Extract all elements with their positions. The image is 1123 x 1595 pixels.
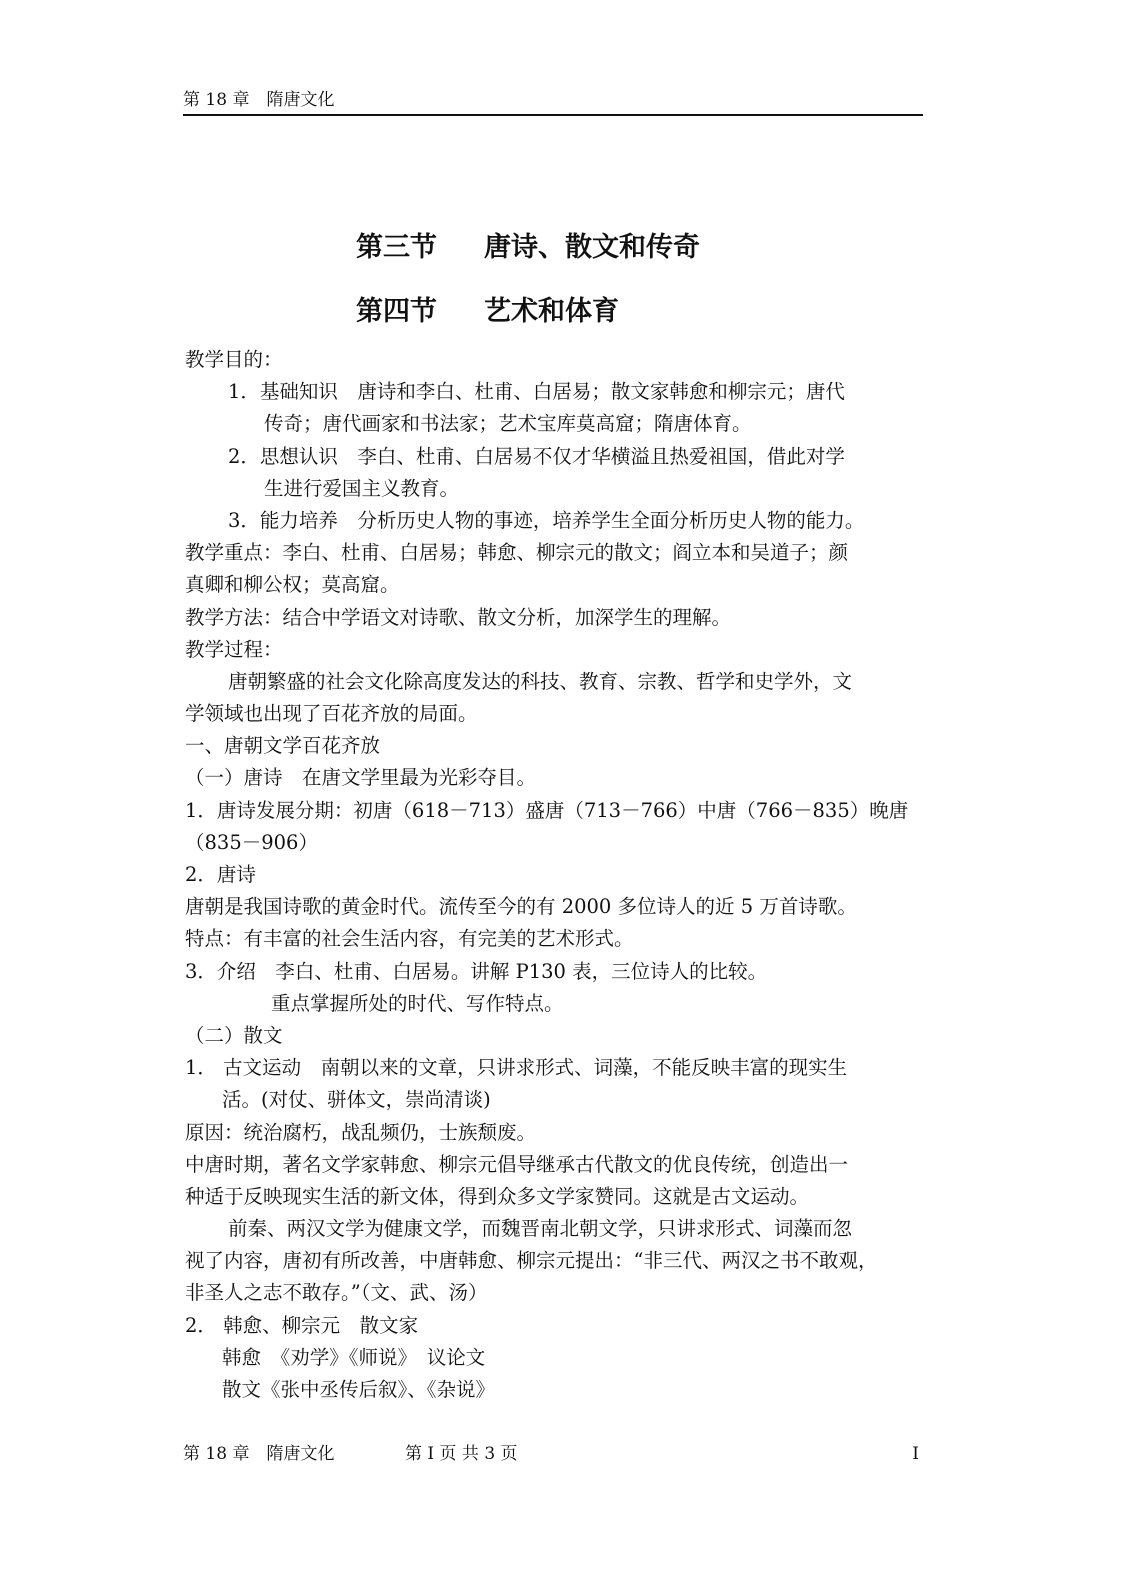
subheading-line: （二）散文 — [185, 1023, 283, 1047]
footer-chapter: 第 18 章 隋唐文化 — [183, 1444, 335, 1464]
footer-page-number: I — [912, 1444, 919, 1464]
text-line: 重点掌握所处的时代、写作特点。 — [271, 991, 564, 1015]
text-line: 生进行爱国主义教育。 — [264, 476, 460, 500]
objective-item: 3．能力培养 分析历史人物的事迹，培养学生全面分析历史人物的能力。 — [228, 508, 865, 532]
text-line: 中唐时期，著名文学家韩愈、柳宗元倡导继承古代散文的优良传统，创造出一 — [185, 1152, 849, 1176]
text-line: 传奇；唐代画家和书法家；艺术宝库莫高窟；隋唐体育。 — [264, 412, 752, 436]
text-line: 1． 古文运动 南朝以来的文章，只讲求形式、词藻，不能反映丰富的现实生 — [185, 1056, 848, 1080]
text-line: 活。(对仗、骈体文，崇尚清谈) — [222, 1088, 491, 1112]
text-line: 教学重点：李白、杜甫、白居易；韩愈、柳宗元的散文；阎立本和吴道子；颜 — [185, 541, 849, 565]
text-line: （835－906） — [185, 830, 318, 854]
section-title-4 — [356, 294, 619, 330]
text-line: 原因：统治腐朽，战乱频仍，士族颓废。 — [185, 1120, 537, 1144]
section-name: 唐诗、散文和传奇 — [484, 232, 700, 263]
text-line: 种适于反映现实生活的新文体，得到众多文学家赞同。这就是古文运动。 — [185, 1184, 810, 1208]
text-line: 视了内容，唐初有所改善，中唐韩愈、柳宗元提出：“非三代、两汉之书不敢观， — [185, 1249, 878, 1273]
text-line: 韩愈 《劝学》《师说》 议论文 — [222, 1345, 486, 1369]
text-line: 学领域也出现了百花齐放的局面。 — [185, 702, 478, 726]
text-line: 2．唐诗 — [185, 863, 256, 886]
text-line: 唐朝是我国诗歌的黄金时代。流传至今的有 2000 多位诗人的近 5 万首诗歌。 — [185, 895, 857, 919]
text-line: 教学目的： — [185, 348, 283, 371]
section-number: 第三节 — [356, 232, 437, 263]
text-line: 特点：有丰富的社会生活内容，有完美的艺术形式。 — [185, 927, 634, 951]
footer-page-count: 第 I 页 共 3 页 — [405, 1444, 518, 1464]
text-line: 非圣人之志不敢存。”（文、武、汤） — [185, 1281, 488, 1305]
text-line: 教学过程： — [185, 637, 283, 661]
objective-item: 1．基础知识 唐诗和李白、杜甫、白居易；散文家韩愈和柳宗元；唐代 — [228, 380, 845, 404]
text-line: 1．唐诗发展分期：初唐（618－713）盛唐（713－766）中唐（766－835）晚唐 — [185, 798, 909, 822]
objective-item: 2．思想认识 李白、杜甫、白居易不仅才华横溢且热爱祖国，借此对学 — [228, 444, 845, 468]
text-line: 教学方法：结合中学语文对诗歌、散文分析，加深学生的理解。 — [185, 605, 732, 629]
section-number: 第四节 — [356, 296, 437, 327]
section-title-3 — [356, 230, 700, 266]
paragraph-line: 前秦、两汉文学为健康文学，而魏晋南北朝文学，只讲求形式、词藻而忽 — [228, 1217, 853, 1241]
section-name: 艺术和体育 — [484, 296, 619, 327]
text-line: 2． 韩愈、柳宗元 散文家 — [185, 1313, 419, 1337]
header-rule — [183, 114, 923, 116]
header-text: 第 18 章 隋唐文化 — [183, 90, 335, 110]
heading-line: 一、唐朝文学百花齐放 — [185, 734, 381, 758]
page-footer — [183, 1442, 923, 1468]
document-body — [185, 344, 923, 1406]
subheading-line: （一）唐诗 在唐文学里最为光彩夺目。 — [185, 766, 537, 790]
text-line: 散文《张中丞传后叙》、《杂说》 — [222, 1378, 496, 1401]
text-line: 3．介绍 李白、杜甫、白居易。讲解 P130 表，三位诗人的比较。 — [185, 959, 768, 983]
page-header — [183, 88, 923, 114]
paragraph-line: 唐朝繁盛的社会文化除高度发达的科技、教育、宗教、哲学和史学外，文 — [228, 669, 853, 693]
text-line: 真卿和柳公权；莫高窟。 — [185, 573, 400, 597]
